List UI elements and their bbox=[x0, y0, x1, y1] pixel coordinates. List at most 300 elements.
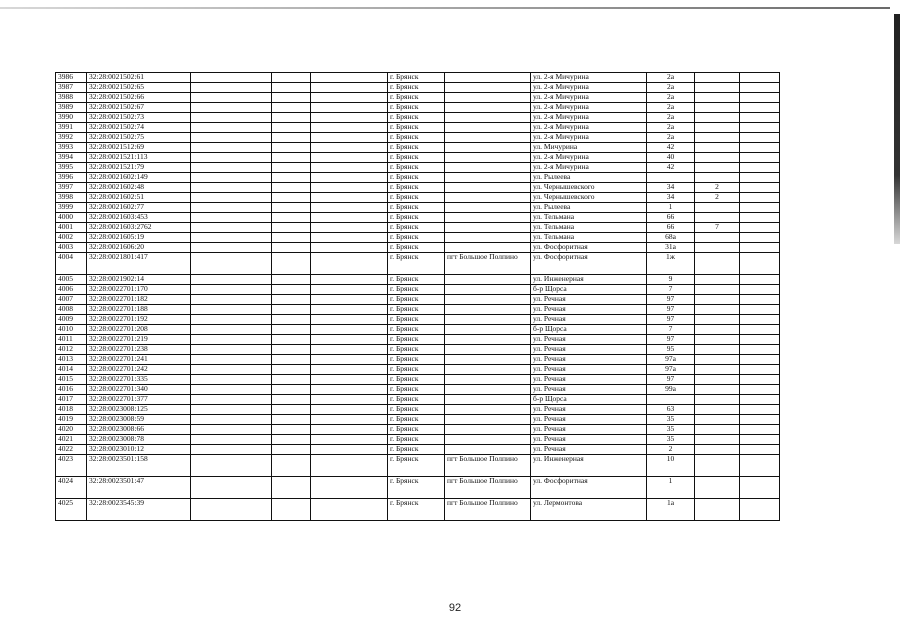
cadastral-number: 32:28:0021502:65 bbox=[87, 83, 191, 93]
house-cell: 35 bbox=[647, 415, 695, 425]
empty-cell bbox=[311, 435, 388, 445]
house-cell: 97а bbox=[647, 365, 695, 375]
street-cell: ул. 2-я Мичурина bbox=[531, 113, 647, 123]
settlement-cell: пгт Большое Полпино bbox=[445, 253, 531, 275]
empty-cell bbox=[311, 415, 388, 425]
empty-cell bbox=[191, 173, 272, 183]
building-cell bbox=[695, 173, 740, 183]
settlement-cell bbox=[445, 153, 531, 163]
empty-cell bbox=[740, 285, 780, 295]
row-number: 3996 bbox=[56, 173, 87, 183]
empty-cell bbox=[740, 385, 780, 395]
house-cell: 95 bbox=[647, 345, 695, 355]
empty-cell bbox=[272, 103, 311, 113]
empty-cell bbox=[740, 445, 780, 455]
empty-cell bbox=[740, 305, 780, 315]
empty-cell bbox=[740, 375, 780, 385]
settlement-cell: пгт Большое Полпино bbox=[445, 455, 531, 477]
building-cell bbox=[695, 163, 740, 173]
city-cell: г. Брянск bbox=[388, 355, 445, 365]
settlement-cell bbox=[445, 415, 531, 425]
cadastral-number: 32:28:0022701:188 bbox=[87, 305, 191, 315]
building-cell bbox=[695, 233, 740, 243]
row-number: 4020 bbox=[56, 425, 87, 435]
empty-cell bbox=[311, 253, 388, 275]
house-cell: 10 bbox=[647, 455, 695, 477]
settlement-cell bbox=[445, 223, 531, 233]
street-cell: ул. 2-я Мичурина bbox=[531, 103, 647, 113]
row-number: 4017 bbox=[56, 395, 87, 405]
registry-table-body bbox=[56, 73, 780, 521]
empty-cell bbox=[272, 345, 311, 355]
building-cell bbox=[695, 415, 740, 425]
cadastral-number: 32:28:0021603:453 bbox=[87, 213, 191, 223]
table-row bbox=[56, 315, 780, 325]
building-cell bbox=[695, 375, 740, 385]
empty-cell bbox=[191, 405, 272, 415]
cadastral-number: 32:28:0023545:39 bbox=[87, 499, 191, 521]
building-cell bbox=[695, 435, 740, 445]
cadastral-number: 32:28:0021512:69 bbox=[87, 143, 191, 153]
table-row bbox=[56, 103, 780, 113]
empty-cell bbox=[191, 477, 272, 499]
house-cell: 2 bbox=[647, 445, 695, 455]
row-number: 4008 bbox=[56, 305, 87, 315]
row-number: 4015 bbox=[56, 375, 87, 385]
empty-cell bbox=[740, 93, 780, 103]
building-cell bbox=[695, 355, 740, 365]
house-cell: 63 bbox=[647, 405, 695, 415]
building-cell bbox=[695, 335, 740, 345]
cadastral-number: 32:28:0022701:208 bbox=[87, 325, 191, 335]
settlement-cell bbox=[445, 355, 531, 365]
empty-cell bbox=[191, 73, 272, 83]
city-cell: г. Брянск bbox=[388, 305, 445, 315]
city-cell: г. Брянск bbox=[388, 445, 445, 455]
empty-cell bbox=[191, 123, 272, 133]
empty-cell bbox=[740, 415, 780, 425]
city-cell: г. Брянск bbox=[388, 335, 445, 345]
street-cell: ул. 2-я Мичурина bbox=[531, 93, 647, 103]
building-cell bbox=[695, 103, 740, 113]
city-cell: г. Брянск bbox=[388, 375, 445, 385]
row-number: 4009 bbox=[56, 315, 87, 325]
empty-cell bbox=[191, 113, 272, 123]
empty-cell bbox=[191, 435, 272, 445]
city-cell: г. Брянск bbox=[388, 213, 445, 223]
settlement-cell bbox=[445, 335, 531, 345]
building-cell bbox=[695, 365, 740, 375]
table-row bbox=[56, 375, 780, 385]
building-cell: 7 bbox=[695, 223, 740, 233]
street-cell: ул. Речная bbox=[531, 315, 647, 325]
row-number: 4011 bbox=[56, 335, 87, 345]
row-number: 3998 bbox=[56, 193, 87, 203]
street-cell: б-р Щорса bbox=[531, 285, 647, 295]
building-cell bbox=[695, 425, 740, 435]
street-cell: ул. Тельмана bbox=[531, 223, 647, 233]
row-number: 4012 bbox=[56, 345, 87, 355]
building-cell bbox=[695, 385, 740, 395]
street-cell: ул. Речная bbox=[531, 415, 647, 425]
house-cell: 2а bbox=[647, 133, 695, 143]
building-cell bbox=[695, 445, 740, 455]
settlement-cell: пгт Большое Полпино bbox=[445, 477, 531, 499]
cadastral-number: 32:28:0021602:48 bbox=[87, 183, 191, 193]
building-cell bbox=[695, 133, 740, 143]
empty-cell bbox=[311, 295, 388, 305]
row-number: 4023 bbox=[56, 455, 87, 477]
table-row bbox=[56, 183, 780, 193]
house-cell: 66 bbox=[647, 223, 695, 233]
house-cell: 31а bbox=[647, 243, 695, 253]
street-cell: ул. Фосфоритная bbox=[531, 243, 647, 253]
table-row bbox=[56, 163, 780, 173]
cadastral-number: 32:28:0022701:170 bbox=[87, 285, 191, 295]
city-cell: г. Брянск bbox=[388, 163, 445, 173]
empty-cell bbox=[311, 345, 388, 355]
building-cell bbox=[695, 285, 740, 295]
building-cell bbox=[695, 93, 740, 103]
cadastral-number: 32:28:0022701:242 bbox=[87, 365, 191, 375]
city-cell: г. Брянск bbox=[388, 405, 445, 415]
street-cell: ул. Речная bbox=[531, 295, 647, 305]
row-number: 4010 bbox=[56, 325, 87, 335]
street-cell: ул. Фосфоритная bbox=[531, 477, 647, 499]
city-cell: г. Брянск bbox=[388, 73, 445, 83]
empty-cell bbox=[191, 133, 272, 143]
building-cell bbox=[695, 395, 740, 405]
empty-cell bbox=[272, 315, 311, 325]
row-number: 3990 bbox=[56, 113, 87, 123]
table-row bbox=[56, 243, 780, 253]
cadastral-number: 32:28:0021502:61 bbox=[87, 73, 191, 83]
building-cell bbox=[695, 73, 740, 83]
settlement-cell bbox=[445, 375, 531, 385]
settlement-cell bbox=[445, 345, 531, 355]
row-number: 3989 bbox=[56, 103, 87, 113]
house-cell: 97 bbox=[647, 335, 695, 345]
cadastral-number: 32:28:0021602:149 bbox=[87, 173, 191, 183]
empty-cell bbox=[311, 499, 388, 521]
settlement-cell bbox=[445, 365, 531, 375]
table-row bbox=[56, 133, 780, 143]
empty-cell bbox=[311, 285, 388, 295]
row-number: 3987 bbox=[56, 83, 87, 93]
empty-cell bbox=[311, 163, 388, 173]
empty-cell bbox=[311, 203, 388, 213]
empty-cell bbox=[191, 243, 272, 253]
cadastral-number: 32:28:0022701:238 bbox=[87, 345, 191, 355]
settlement-cell bbox=[445, 123, 531, 133]
empty-cell bbox=[272, 305, 311, 315]
empty-cell bbox=[740, 223, 780, 233]
settlement-cell: пгт Большое Полпино bbox=[445, 499, 531, 521]
empty-cell bbox=[191, 499, 272, 521]
empty-cell bbox=[311, 325, 388, 335]
street-cell: ул. Лермонтова bbox=[531, 499, 647, 521]
house-cell: 1 bbox=[647, 203, 695, 213]
table-row bbox=[56, 223, 780, 233]
table-row bbox=[56, 213, 780, 223]
street-cell: ул. 2-я Мичурина bbox=[531, 153, 647, 163]
settlement-cell bbox=[445, 193, 531, 203]
table-row bbox=[56, 275, 780, 285]
city-cell: г. Брянск bbox=[388, 365, 445, 375]
city-cell: г. Брянск bbox=[388, 425, 445, 435]
empty-cell bbox=[272, 355, 311, 365]
row-number: 3994 bbox=[56, 153, 87, 163]
building-cell bbox=[695, 295, 740, 305]
street-cell: ул. 2-я Мичурина bbox=[531, 83, 647, 93]
street-cell: ул. Речная bbox=[531, 375, 647, 385]
house-cell: 2а bbox=[647, 113, 695, 123]
street-cell: б-р Щорса bbox=[531, 395, 647, 405]
empty-cell bbox=[191, 213, 272, 223]
empty-cell bbox=[311, 365, 388, 375]
empty-cell bbox=[740, 345, 780, 355]
empty-cell bbox=[191, 375, 272, 385]
settlement-cell bbox=[445, 83, 531, 93]
settlement-cell bbox=[445, 93, 531, 103]
city-cell: г. Брянск bbox=[388, 275, 445, 285]
building-cell bbox=[695, 83, 740, 93]
row-number: 4002 bbox=[56, 233, 87, 243]
row-number: 4024 bbox=[56, 477, 87, 499]
city-cell: г. Брянск bbox=[388, 477, 445, 499]
house-cell: 1а bbox=[647, 499, 695, 521]
street-cell: ул. Речная bbox=[531, 445, 647, 455]
empty-cell bbox=[272, 395, 311, 405]
empty-cell bbox=[740, 203, 780, 213]
empty-cell bbox=[311, 143, 388, 153]
building-cell bbox=[695, 203, 740, 213]
empty-cell bbox=[272, 295, 311, 305]
empty-cell bbox=[272, 183, 311, 193]
house-cell: 2а bbox=[647, 73, 695, 83]
table-row bbox=[56, 385, 780, 395]
table-row bbox=[56, 445, 780, 455]
row-number: 4025 bbox=[56, 499, 87, 521]
empty-cell bbox=[311, 103, 388, 113]
empty-cell bbox=[191, 325, 272, 335]
empty-cell bbox=[191, 153, 272, 163]
row-number: 3995 bbox=[56, 163, 87, 173]
empty-cell bbox=[191, 193, 272, 203]
cadastral-number: 32:28:0023501:47 bbox=[87, 477, 191, 499]
street-cell: ул. Чернышевского bbox=[531, 193, 647, 203]
city-cell: г. Брянск bbox=[388, 243, 445, 253]
empty-cell bbox=[191, 285, 272, 295]
cadastral-number: 32:28:0021602:51 bbox=[87, 193, 191, 203]
empty-cell bbox=[191, 455, 272, 477]
cadastral-number: 32:28:0023010:12 bbox=[87, 445, 191, 455]
empty-cell bbox=[272, 233, 311, 243]
empty-cell bbox=[740, 325, 780, 335]
city-cell: г. Брянск bbox=[388, 455, 445, 477]
building-cell: 2 bbox=[695, 193, 740, 203]
scan-edge-right bbox=[894, 14, 900, 244]
building-cell bbox=[695, 499, 740, 521]
row-number: 3986 bbox=[56, 73, 87, 83]
settlement-cell bbox=[445, 385, 531, 395]
house-cell: 2а bbox=[647, 123, 695, 133]
house-cell: 40 bbox=[647, 153, 695, 163]
empty-cell bbox=[191, 233, 272, 243]
empty-cell bbox=[740, 455, 780, 477]
empty-cell bbox=[740, 163, 780, 173]
row-number: 4005 bbox=[56, 275, 87, 285]
row-number: 4007 bbox=[56, 295, 87, 305]
empty-cell bbox=[740, 435, 780, 445]
settlement-cell bbox=[445, 173, 531, 183]
table-row bbox=[56, 477, 780, 499]
settlement-cell bbox=[445, 395, 531, 405]
empty-cell bbox=[191, 425, 272, 435]
house-cell: 34 bbox=[647, 193, 695, 203]
empty-cell bbox=[740, 243, 780, 253]
house-cell: 97а bbox=[647, 355, 695, 365]
empty-cell bbox=[191, 295, 272, 305]
empty-cell bbox=[311, 213, 388, 223]
row-number: 3993 bbox=[56, 143, 87, 153]
house-cell: 42 bbox=[647, 143, 695, 153]
building-cell bbox=[695, 345, 740, 355]
empty-cell bbox=[272, 385, 311, 395]
row-number: 4022 bbox=[56, 445, 87, 455]
empty-cell bbox=[311, 405, 388, 415]
empty-cell bbox=[740, 405, 780, 415]
cadastral-number: 32:28:0021801:417 bbox=[87, 253, 191, 275]
empty-cell bbox=[272, 425, 311, 435]
empty-cell bbox=[272, 499, 311, 521]
empty-cell bbox=[272, 73, 311, 83]
building-cell bbox=[695, 243, 740, 253]
empty-cell bbox=[311, 153, 388, 163]
empty-cell bbox=[272, 203, 311, 213]
empty-cell bbox=[740, 103, 780, 113]
settlement-cell bbox=[445, 103, 531, 113]
empty-cell bbox=[740, 143, 780, 153]
empty-cell bbox=[740, 335, 780, 345]
city-cell: г. Брянск bbox=[388, 173, 445, 183]
street-cell: б-р Щорса bbox=[531, 325, 647, 335]
cadastral-number: 32:28:0023008:125 bbox=[87, 405, 191, 415]
scan-edge-top bbox=[0, 7, 890, 9]
street-cell: ул. Речная bbox=[531, 345, 647, 355]
house-cell: 2а bbox=[647, 93, 695, 103]
row-number: 4019 bbox=[56, 415, 87, 425]
house-cell: 68а bbox=[647, 233, 695, 243]
cadastral-number: 32:28:0021605:19 bbox=[87, 233, 191, 243]
table-row bbox=[56, 435, 780, 445]
house-cell: 9 bbox=[647, 275, 695, 285]
row-number: 3999 bbox=[56, 203, 87, 213]
empty-cell bbox=[191, 385, 272, 395]
empty-cell bbox=[191, 415, 272, 425]
house-cell: 2а bbox=[647, 83, 695, 93]
empty-cell bbox=[740, 499, 780, 521]
house-cell: 97 bbox=[647, 375, 695, 385]
cadastral-number: 32:28:0022701:335 bbox=[87, 375, 191, 385]
empty-cell bbox=[740, 213, 780, 223]
cadastral-number: 32:28:0021502:67 bbox=[87, 103, 191, 113]
street-cell: ул. 2-я Мичурина bbox=[531, 123, 647, 133]
building-cell bbox=[695, 123, 740, 133]
building-cell bbox=[695, 275, 740, 285]
empty-cell bbox=[311, 223, 388, 233]
house-cell: 97 bbox=[647, 295, 695, 305]
empty-cell bbox=[191, 305, 272, 315]
row-number: 4000 bbox=[56, 213, 87, 223]
building-cell: 2 bbox=[695, 183, 740, 193]
building-cell bbox=[695, 213, 740, 223]
empty-cell bbox=[191, 93, 272, 103]
table-row bbox=[56, 83, 780, 93]
empty-cell bbox=[272, 285, 311, 295]
empty-cell bbox=[740, 153, 780, 163]
empty-cell bbox=[191, 355, 272, 365]
cadastral-number: 32:28:0022701:340 bbox=[87, 385, 191, 395]
city-cell: г. Брянск bbox=[388, 233, 445, 243]
house-cell: 34 bbox=[647, 183, 695, 193]
row-number: 3992 bbox=[56, 133, 87, 143]
empty-cell bbox=[311, 305, 388, 315]
cadastral-number: 32:28:0022701:192 bbox=[87, 315, 191, 325]
table-row bbox=[56, 455, 780, 477]
city-cell: г. Брянск bbox=[388, 143, 445, 153]
empty-cell bbox=[740, 113, 780, 123]
empty-cell bbox=[311, 385, 388, 395]
street-cell: ул. Рылеева bbox=[531, 173, 647, 183]
settlement-cell bbox=[445, 213, 531, 223]
street-cell: ул. 2-я Мичурина bbox=[531, 163, 647, 173]
settlement-cell bbox=[445, 183, 531, 193]
empty-cell bbox=[740, 395, 780, 405]
table-row bbox=[56, 193, 780, 203]
table-row bbox=[56, 113, 780, 123]
city-cell: г. Брянск bbox=[388, 193, 445, 203]
table-row bbox=[56, 173, 780, 183]
empty-cell bbox=[740, 365, 780, 375]
street-cell: ул. Мичурина bbox=[531, 143, 647, 153]
empty-cell bbox=[272, 93, 311, 103]
settlement-cell bbox=[445, 275, 531, 285]
settlement-cell bbox=[445, 315, 531, 325]
city-cell: г. Брянск bbox=[388, 395, 445, 405]
city-cell: г. Брянск bbox=[388, 295, 445, 305]
empty-cell bbox=[272, 455, 311, 477]
empty-cell bbox=[740, 315, 780, 325]
empty-cell bbox=[272, 163, 311, 173]
registry-table bbox=[55, 72, 780, 521]
settlement-cell bbox=[445, 405, 531, 415]
empty-cell bbox=[191, 163, 272, 173]
settlement-cell bbox=[445, 445, 531, 455]
house-cell: 35 bbox=[647, 425, 695, 435]
empty-cell bbox=[272, 477, 311, 499]
page-number: 92 bbox=[448, 602, 462, 614]
street-cell: ул. Речная bbox=[531, 335, 647, 345]
city-cell: г. Брянск bbox=[388, 253, 445, 275]
empty-cell bbox=[272, 213, 311, 223]
empty-cell bbox=[740, 193, 780, 203]
empty-cell bbox=[740, 123, 780, 133]
empty-cell bbox=[272, 275, 311, 285]
building-cell bbox=[695, 405, 740, 415]
city-cell: г. Брянск bbox=[388, 223, 445, 233]
table-row bbox=[56, 203, 780, 213]
